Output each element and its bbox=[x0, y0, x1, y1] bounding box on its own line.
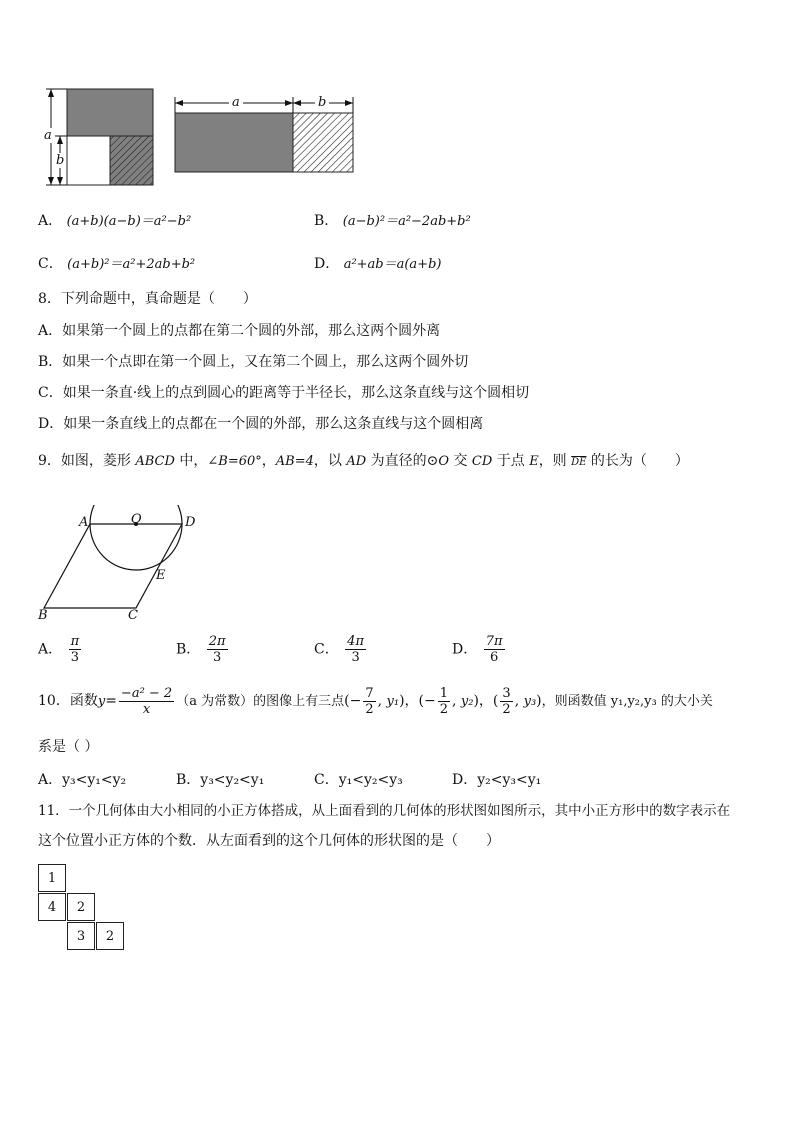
q8-option-a[interactable]: A．如果第一个圆上的点都在第二个圆的外部，那么这两个圆外离 bbox=[38, 323, 441, 339]
q11-top-view-grid bbox=[38, 864, 130, 952]
option-formula: a²+ab＝a(a+b) bbox=[343, 257, 442, 272]
square-white-region bbox=[67, 136, 110, 185]
q7-label-a-top: a bbox=[229, 95, 243, 110]
option-formula: (a+b)²＝a²+2ab+b² bbox=[67, 257, 196, 272]
q10-stem-cont: 系是（ ） bbox=[38, 739, 99, 755]
q7-option-b[interactable] bbox=[314, 211, 471, 232]
option-letter: C． bbox=[314, 641, 339, 658]
q10-option-b[interactable]: B．y₃<y₂<y₁ bbox=[176, 772, 265, 788]
q7-label-b-top: b bbox=[315, 95, 329, 110]
rect-dark-region bbox=[175, 113, 293, 172]
q10-option-a[interactable]: A．y₃<y₁<y₂ bbox=[38, 772, 127, 788]
q7-label-b-left: b bbox=[56, 153, 65, 168]
q10-option-c[interactable]: C．y₁<y₂<y₃ bbox=[314, 772, 403, 788]
grid-cell: 1 bbox=[38, 864, 66, 892]
q9-stem: 9．如图，菱形 ABCD 中，∠B=60°，AB=4，以 AD 为直径的⊙O 交 CD 于点 E，则 $\overline{DE}$ 的长为（ ） bbox=[38, 453, 689, 469]
option-letter: A． bbox=[38, 213, 63, 229]
option-letter: D． bbox=[314, 256, 340, 272]
q9-label-d: D bbox=[185, 515, 196, 530]
grid-cell: 2 bbox=[67, 893, 95, 921]
q9-label-o: O bbox=[131, 512, 142, 527]
q9-label-b: B bbox=[38, 608, 48, 623]
q7-label-a-left: a bbox=[44, 128, 52, 143]
q9-label-a: A bbox=[79, 515, 89, 530]
q9-label-c: C bbox=[128, 608, 138, 623]
option-letter: D． bbox=[452, 641, 478, 658]
q8-stem: 8．下列命题中，真命题是（ ） bbox=[38, 291, 257, 307]
q11-stem-line2: 这个位置小正方体的个数．从左面看到的这个几何体的形状图的是（ ） bbox=[38, 833, 500, 849]
option-letter: B． bbox=[314, 213, 339, 229]
q8-option-c[interactable]: C．如果一条直·线上的点到圆心的距离等于半径长，那么这条直线与这个圆相切 bbox=[38, 385, 530, 401]
option-letter: A． bbox=[38, 641, 63, 658]
q7-option-c[interactable] bbox=[38, 254, 195, 275]
grid-cell: 4 bbox=[38, 893, 66, 921]
option-letter: B． bbox=[176, 641, 201, 658]
q7-option-a[interactable] bbox=[38, 211, 191, 232]
arc-de-label: $\overline{DE}$ bbox=[571, 457, 587, 468]
q9-option-a[interactable]: A． $\frac{\pi}{3}$ bbox=[38, 634, 80, 665]
q10-stem: 10．函数y= $\frac{\text{−a² − 2}}{x}$ （a 为常数）的图像上有三点(− $\frac{7}{2}$ , y₁)，(− $\frac{1}{2}$ , y₂)，( $\frac{3}{2}$ , y₃)，则函数值 y₁,y₂,y₃ 的大小关 bbox=[38, 685, 713, 717]
q9-option-b[interactable]: B． $\frac{2\pi}{3}$ bbox=[176, 634, 226, 665]
q7-option-d[interactable] bbox=[314, 254, 441, 275]
q8-option-d[interactable]: D．如果一条直线上的点都在一个圆的外部，那么这条直线与这个圆相离 bbox=[38, 416, 484, 432]
q11-stem-line1: 11．一个几何体由大小相同的小正方体搭成，从上面看到的几何体的形状图如图所示，其中小正方形中的数字表示在 bbox=[38, 803, 731, 819]
square-hatched-region bbox=[110, 136, 153, 185]
option-letter: C． bbox=[38, 256, 63, 272]
q9-option-c[interactable]: C． $\frac{4\pi}{3}$ bbox=[314, 634, 364, 665]
q10-option-d[interactable]: D．y₂<y₃<y₁ bbox=[452, 772, 542, 788]
q8-option-b[interactable]: B．如果一个点即在第一个圆上，又在第二个圆上，那么这两个圆外切 bbox=[38, 354, 469, 370]
grid-cell: 2 bbox=[96, 922, 124, 950]
option-formula: (a−b)²＝a²−2ab+b² bbox=[342, 214, 471, 229]
q9-option-d[interactable]: D． $\frac{7\pi}{6}$ bbox=[452, 634, 503, 665]
grid-cell: 3 bbox=[67, 922, 95, 950]
q9-rhombus-figure bbox=[36, 505, 196, 625]
option-formula: (a+b)(a−b)＝a²−b² bbox=[66, 214, 192, 229]
q9-label-e: E bbox=[156, 568, 166, 583]
rect-hatched-region bbox=[293, 113, 353, 172]
rhombus-abcd bbox=[44, 524, 182, 608]
